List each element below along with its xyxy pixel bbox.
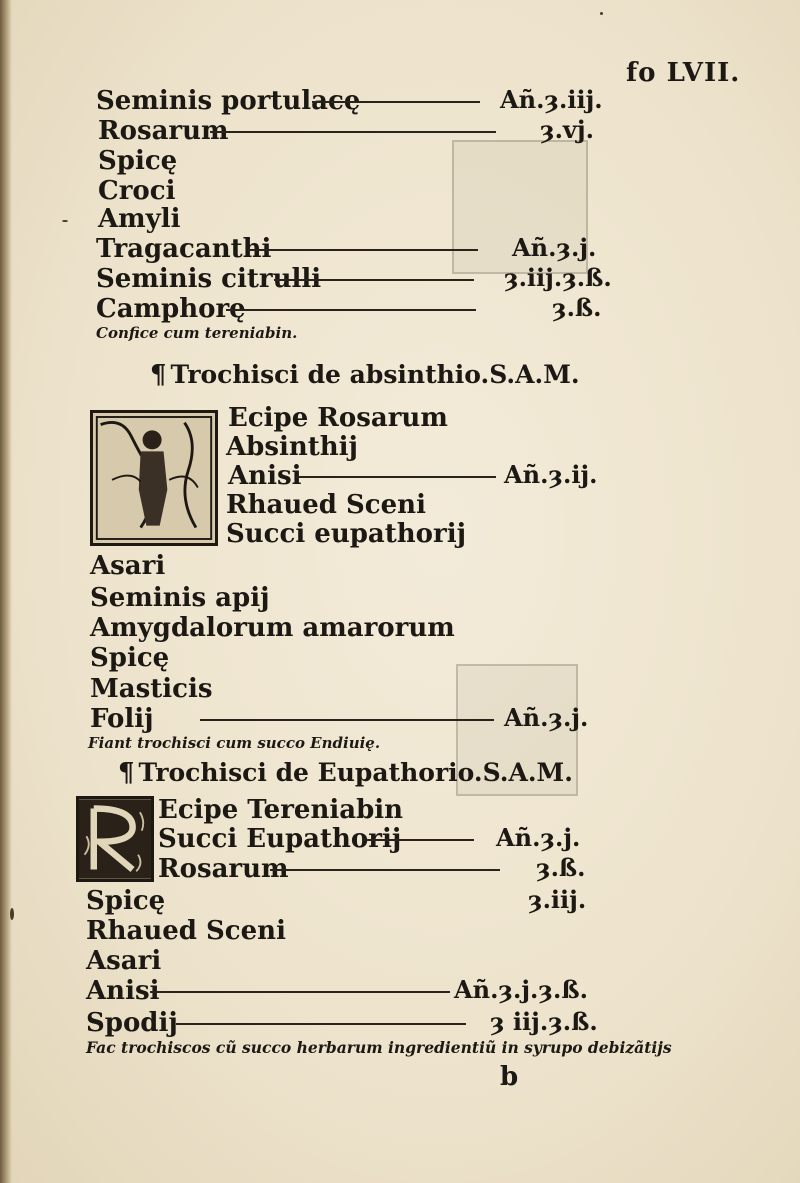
paper-blemish [10, 908, 14, 920]
heading-text: Trochisci de Eupathorio.S.A.M. [138, 758, 573, 787]
dose-value: Añ.ȝ.ij. [504, 460, 598, 489]
ingredient-line: Succi Eupathorij [158, 824, 402, 854]
ingredient-line: Rosarum [158, 854, 289, 884]
ingredient-line: Seminis apij [90, 583, 270, 613]
dose-rule [312, 101, 480, 103]
dose-rule [248, 249, 478, 251]
section-heading [150, 362, 580, 388]
recipe-note: Fiant trochisci cum succo Endiuię. [88, 734, 381, 752]
ingredient-line: Folij [90, 704, 154, 734]
ingredient-line: Spicę [90, 643, 170, 673]
recipe-note: Confice cum tereniabin. [96, 324, 298, 342]
paragraph-mark-icon: ¶ [118, 758, 135, 788]
signature-mark: b [500, 1062, 519, 1092]
ingredient-line: Asari [86, 946, 162, 976]
heading-text: Trochisci de absinthio.S.A.M. [170, 360, 580, 389]
dose-rule [200, 719, 494, 721]
ingredient-line: Rhaued Sceni [86, 916, 286, 946]
ingredient-line: Seminis portulacę [96, 86, 361, 116]
ingredient-line: Spicę [98, 146, 178, 176]
section-heading [118, 760, 573, 786]
dose-value: Añ.ȝ.j. [512, 233, 597, 262]
dose-value: Añ.ȝ.j. [496, 823, 581, 852]
ingredient-line: Seminis citrulli [96, 264, 322, 294]
dose-value: Añ.ȝ.iij. [500, 85, 603, 114]
ingredient-line: Amygdalorum amarorum [90, 613, 455, 643]
ingredient-line: Camphorę [96, 294, 246, 324]
dose-rule [362, 839, 474, 841]
ingredient-line: Tragacanthi [96, 234, 272, 264]
dose-rule [176, 1023, 466, 1025]
paper-blemish [62, 220, 68, 222]
dose-value: ȝ.vj. [540, 115, 594, 144]
ingredient-line: Ecipe Tereniabin [158, 795, 404, 825]
ingredient-line: Croci [98, 176, 176, 206]
dose-value: ȝ.ß. [552, 293, 602, 322]
ingredient-line: Spicę [86, 886, 166, 916]
dose-rule [210, 131, 496, 133]
woodcut-initial [76, 796, 154, 882]
ingredient-line: Anisi [228, 461, 302, 491]
ingredient-line: Rhaued Sceni [226, 490, 426, 520]
ingredient-line: Amyli [98, 204, 181, 234]
page-edge-shadow [0, 0, 12, 1183]
ingredient-line: Succi eupathorij [226, 519, 466, 549]
ingredient-line: Asari [90, 551, 166, 581]
woodcut-initial [90, 410, 218, 546]
ingredient-line: Spodij [86, 1008, 178, 1038]
dose-rule [150, 991, 450, 993]
paper-blemish [600, 12, 603, 15]
dose-value: ȝ.iij.ȝ.ß. [504, 263, 612, 292]
dose-rule [274, 279, 474, 281]
paragraph-mark-icon: ¶ [150, 360, 167, 390]
recipe-note: Fac trochiscos cũ succo herbarum ingredientiũ in syrupo debizãtijs [86, 1038, 672, 1057]
folio-number: fo LVII. [626, 58, 741, 88]
ingredient-line: Rosarum [98, 116, 229, 146]
ingredient-line: Ecipe Rosarum [228, 403, 448, 433]
dose-value: Añ.ȝ.j.ȝ.ß. [454, 975, 588, 1004]
ingredient-line: Masticis [90, 674, 213, 704]
ornamental-initial-icon [79, 799, 151, 879]
figure-initial-icon [93, 413, 215, 543]
dose-rule [296, 476, 496, 478]
dose-value: Añ.ȝ.j. [504, 703, 589, 732]
dose-value: ȝ.ß. [536, 853, 586, 882]
ingredient-line: Absinthij [226, 432, 358, 462]
ingredient-line: Anisi [86, 976, 160, 1006]
dose-value: ȝ iij.ȝ.ß. [490, 1007, 598, 1036]
dose-rule [226, 309, 476, 311]
dose-rule [270, 869, 500, 871]
dose-value: ȝ.iij. [528, 885, 587, 914]
